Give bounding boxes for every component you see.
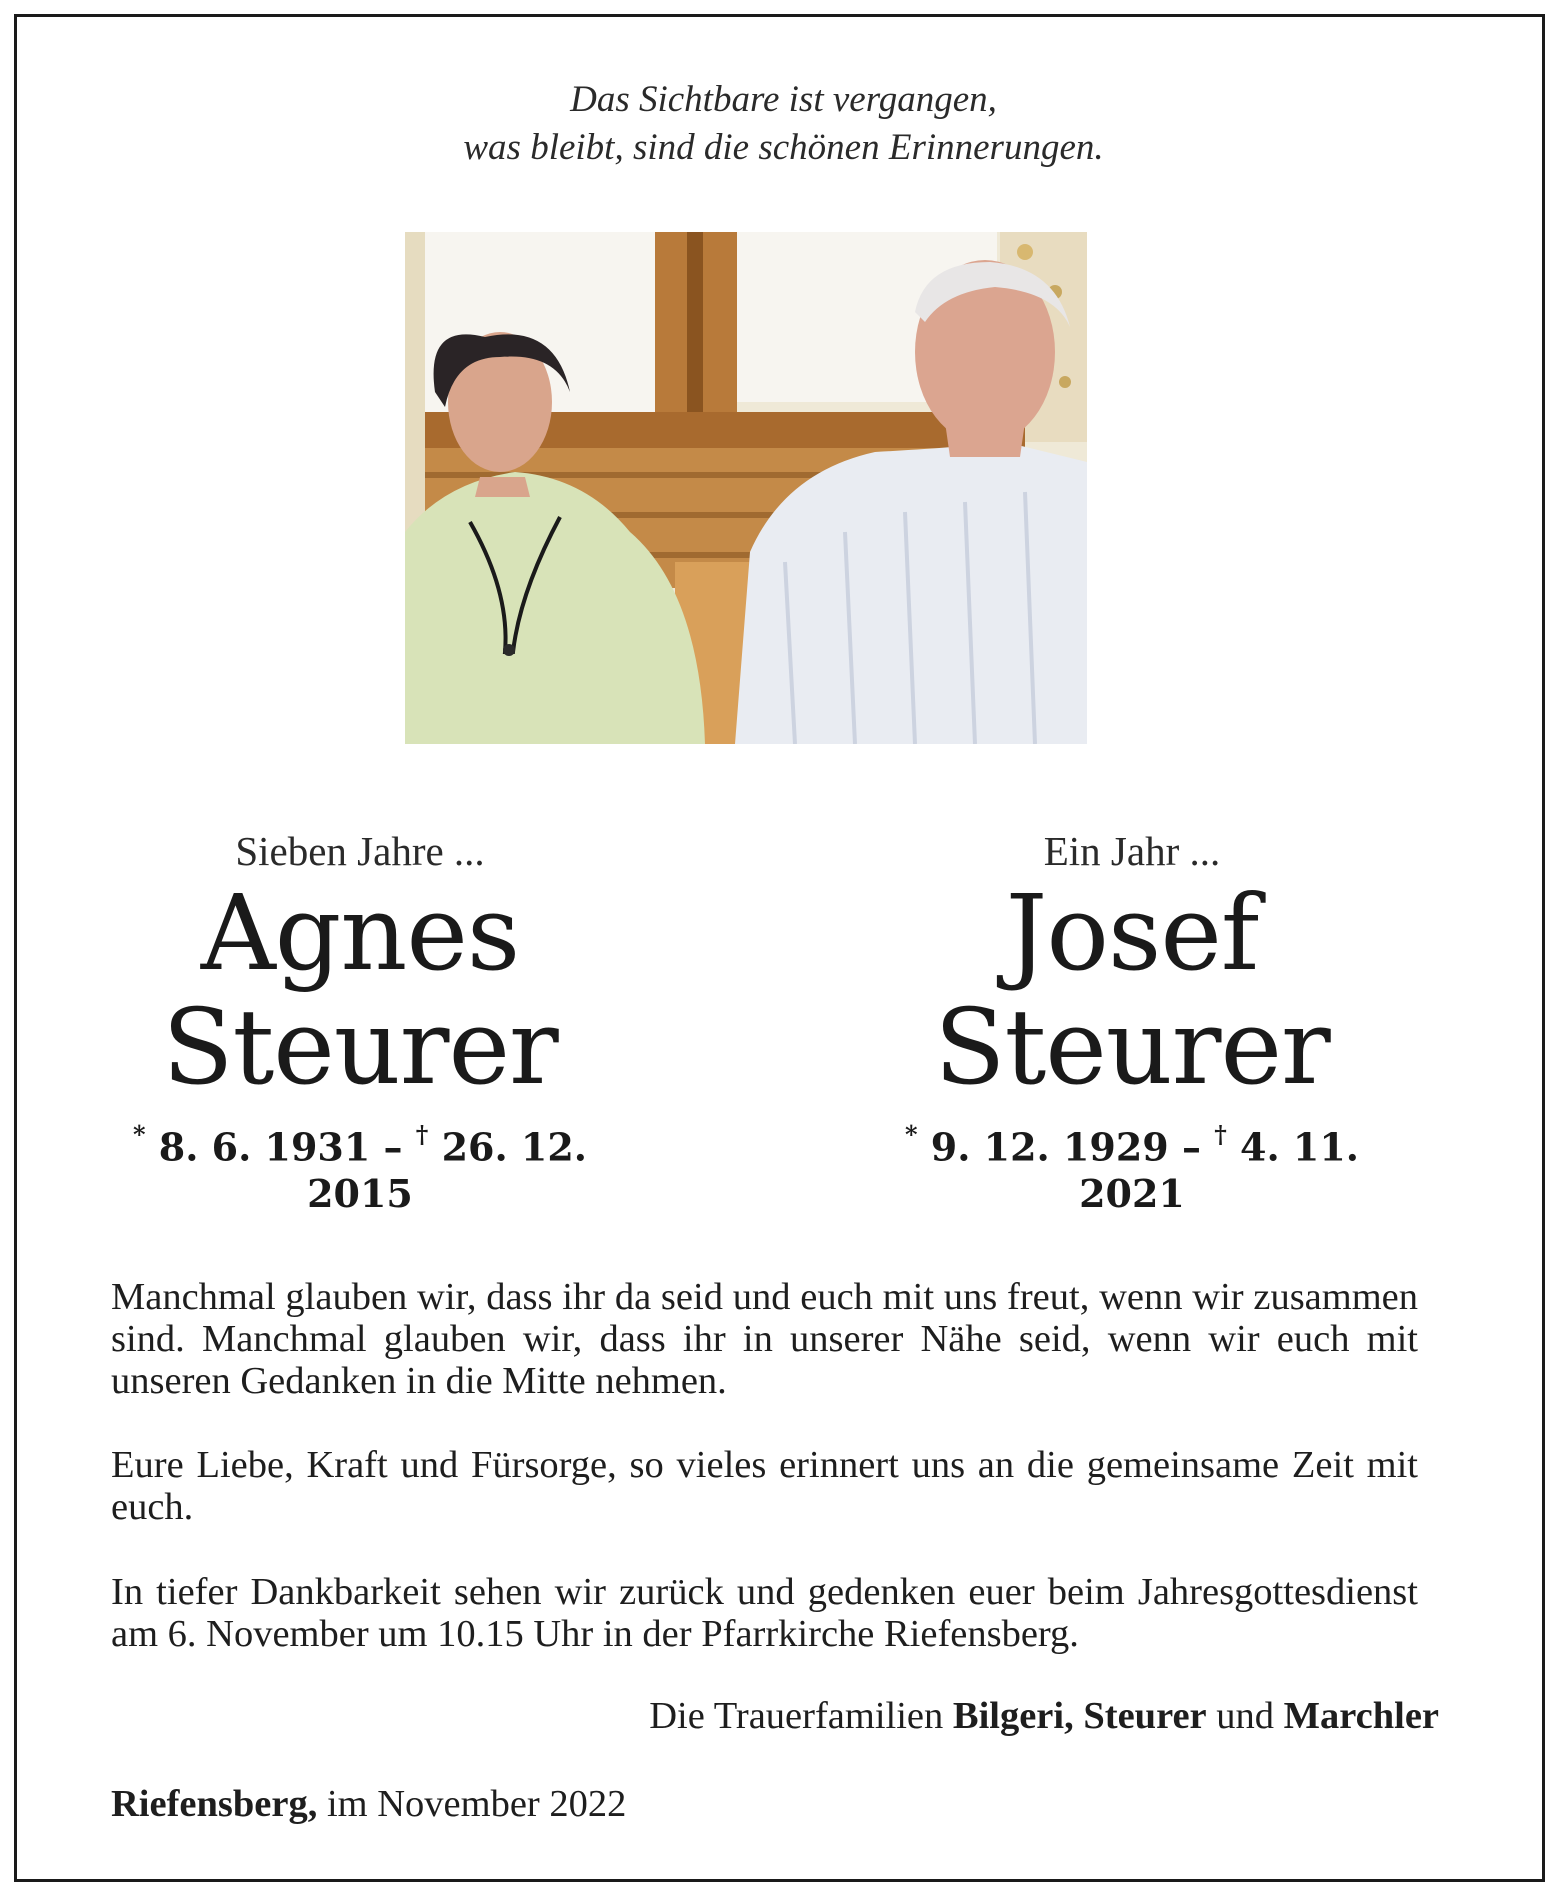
agnes-death-date: 26. 12. 2015	[307, 1124, 588, 1216]
josef-intro: Ein Jahr ...	[1043, 828, 1221, 874]
couple-photo	[405, 232, 1087, 744]
josef-last-name: Steurer	[934, 986, 1330, 1108]
signature-family-1: Bilgeri, Steurer	[952, 1695, 1207, 1737]
date-dash: –	[383, 1124, 403, 1170]
place-date-text: im November 2022	[326, 1783, 627, 1825]
agnes-column	[80, 826, 640, 1217]
place-date	[111, 1782, 626, 1826]
birth-symbol: *	[132, 1120, 146, 1149]
agnes-birth-date: 8. 6. 1931	[158, 1124, 371, 1170]
paragraph-3: In tiefer Dankbarkeit sehen wir zurück und gedenken euer beim Jahresgottesdienst am 6. November um 10.15 Uhr in der Pfarrkirche Riefensberg.	[111, 1571, 1418, 1655]
paragraph-2: Eure Liebe, Kraft und Fürsorge, so vieles erinnert uns an die gemeinsame Zeit mit euch.	[111, 1444, 1418, 1528]
josef-dates	[852, 1116, 1412, 1217]
death-symbol: †	[415, 1120, 429, 1149]
paragraph-1: Manchmal glauben wir, dass ihr da seid und euch mit uns freut, wenn wir zusammen sind. Manchmal glauben wir, dass ihr in unserer Nähe seid, wenn wir euch mit unseren Gedanken in die Mitte nehmen.	[111, 1276, 1418, 1402]
agnes-first-name: Agnes	[200, 872, 520, 994]
memorial-quote	[0, 76, 1567, 172]
death-symbol: †	[1214, 1120, 1227, 1149]
signature-family-2: Marchler	[1283, 1695, 1439, 1737]
josef-first-name: Josef	[1005, 872, 1259, 994]
josef-death-date: 4. 11. 2021	[1079, 1124, 1360, 1216]
quote-line-1: Das Sichtbare ist vergangen,	[570, 79, 997, 120]
signature-joiner: und	[1216, 1695, 1275, 1737]
josef-birth-date: 9. 12. 1929	[930, 1124, 1169, 1170]
quote-line-2: was bleibt, sind die schönen Erinnerungen.	[463, 127, 1104, 168]
agnes-last-name: Steurer	[162, 986, 558, 1108]
place-town: Riefensberg,	[111, 1783, 318, 1825]
agnes-intro: Sieben Jahre ...	[235, 828, 485, 874]
date-dash: –	[1182, 1124, 1201, 1170]
signature-prefix: Die Trauerfamilien	[649, 1695, 944, 1737]
agnes-dates	[80, 1116, 640, 1217]
birth-symbol: *	[904, 1120, 918, 1149]
josef-column	[852, 826, 1412, 1217]
signature	[649, 1694, 1439, 1738]
